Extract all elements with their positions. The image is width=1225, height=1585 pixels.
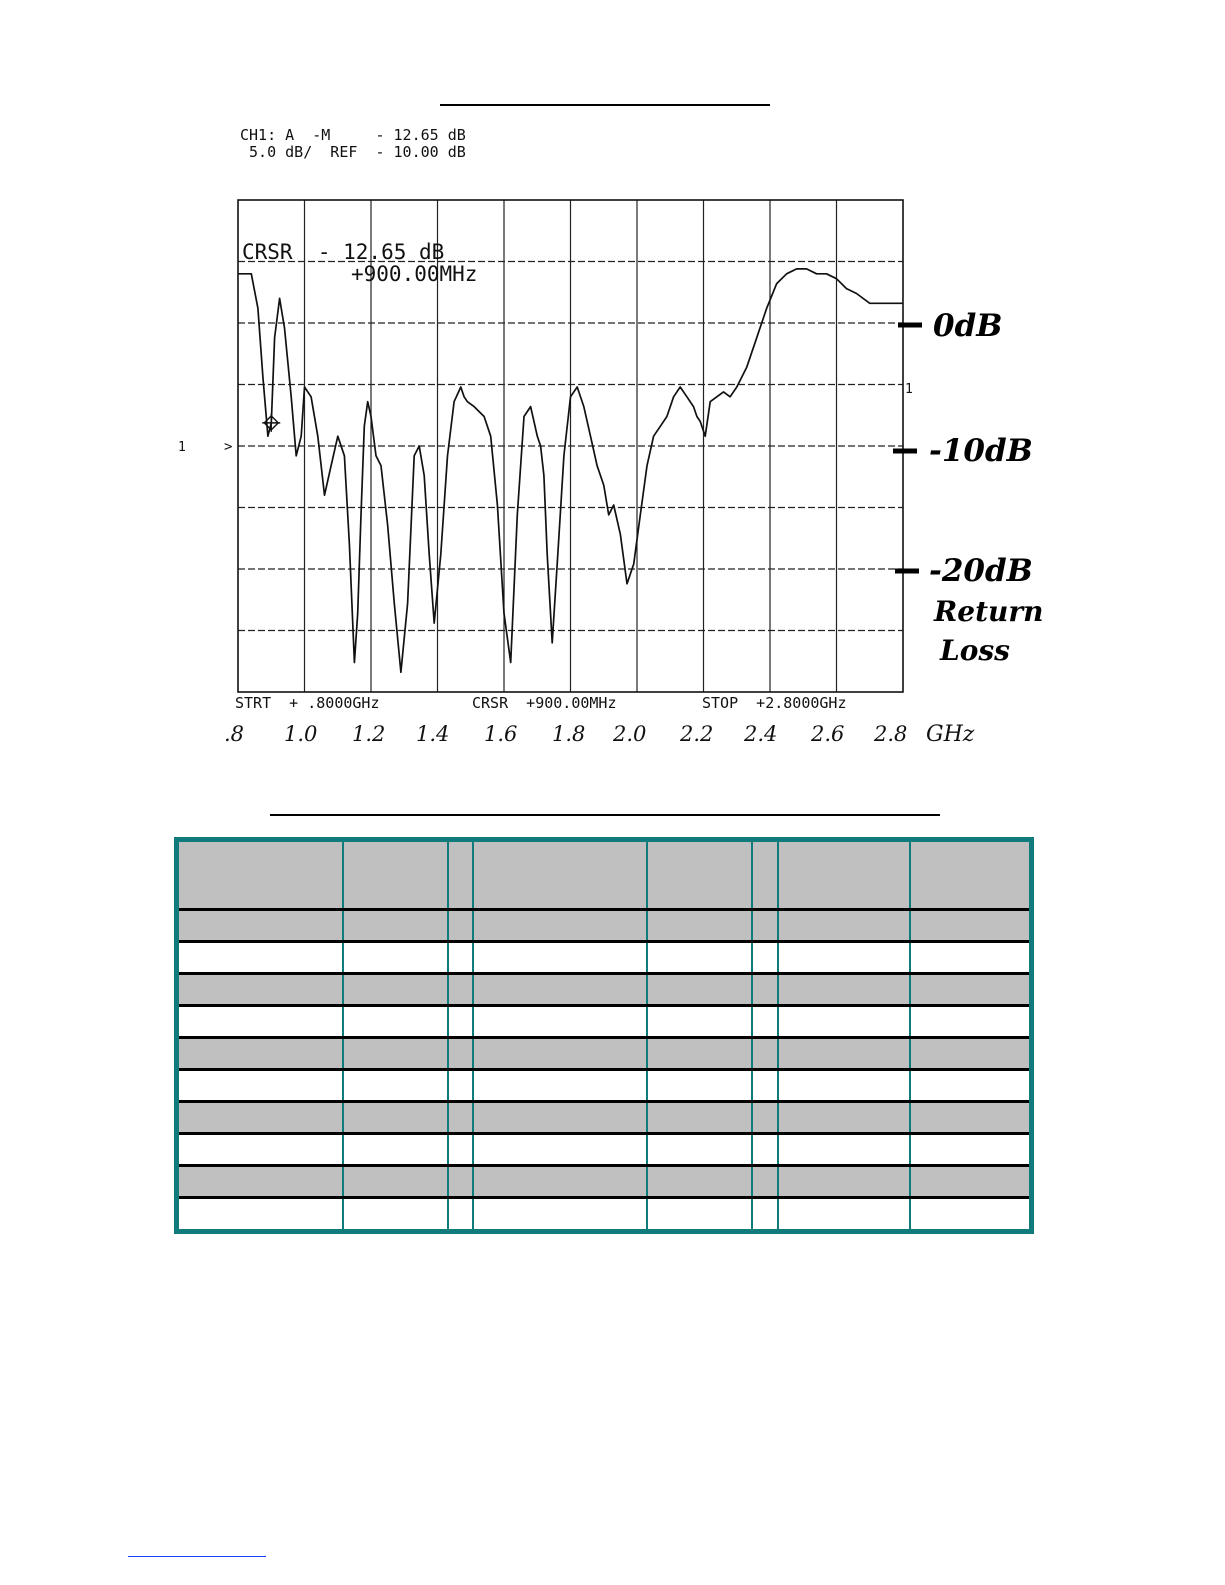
table-cell [473, 1198, 647, 1232]
table-cell [343, 910, 448, 942]
data-table [174, 837, 1034, 1234]
reference-channel-marker: 1 [178, 440, 186, 455]
table-cell [778, 1070, 910, 1102]
frequency-label: 2.2 [680, 722, 714, 746]
table-cell [448, 1134, 473, 1166]
frequency-unit: GHz [926, 722, 975, 747]
cursor-readout: CRSR - 12.65 dB [242, 240, 445, 264]
table-cell [343, 1070, 448, 1102]
table-cell [778, 942, 910, 974]
table-cell [647, 1038, 752, 1070]
table-cell [752, 1134, 778, 1166]
table-cell [778, 1038, 910, 1070]
table-cell [647, 1102, 752, 1134]
table-cell [778, 1102, 910, 1134]
table-cell [473, 942, 647, 974]
table-cell [473, 1102, 647, 1134]
table-row [177, 974, 1032, 1006]
trace-end-marker: 1 [905, 382, 913, 397]
table-cell [752, 1198, 778, 1232]
table-cell [177, 974, 344, 1006]
frequency-axis-labels [224, 722, 907, 746]
table-row [177, 1198, 1032, 1232]
footer-link-underline [128, 1556, 266, 1557]
table-cell [778, 1006, 910, 1038]
annotation-minus-10db [893, 433, 1033, 469]
table-cell [177, 1038, 344, 1070]
start-frequency: STRT + .8000GHz [235, 694, 380, 712]
table-cell [343, 1134, 448, 1166]
table-cell [778, 910, 910, 942]
table-cell [343, 974, 448, 1006]
table-cell [910, 1134, 1032, 1166]
table-cell [647, 1006, 752, 1038]
table-cell [910, 974, 1032, 1006]
reference-arrow: > [224, 439, 233, 455]
table-row [177, 1134, 1032, 1166]
table-cell [473, 1166, 647, 1198]
annotation-minus-20db [895, 553, 1033, 589]
table-cell [177, 910, 344, 942]
table-cell [177, 1166, 344, 1198]
table-cell [177, 1070, 344, 1102]
svg-text:-10dB: -10dB [929, 433, 1033, 469]
table-cell [473, 840, 647, 910]
table-row [177, 910, 1032, 942]
table-cell [448, 910, 473, 942]
table-cell [752, 1038, 778, 1070]
table-cell [177, 840, 344, 910]
table-cell [910, 1166, 1032, 1198]
annotation-0db [898, 308, 1002, 344]
frequency-label: 1.4 [416, 722, 450, 746]
table-cell [647, 1166, 752, 1198]
table-cell [910, 1102, 1032, 1134]
table-cell [778, 840, 910, 910]
cursor-diamond-icon [262, 414, 280, 432]
table-cell [343, 1102, 448, 1134]
table-cell [910, 1038, 1032, 1070]
table-cell [448, 1198, 473, 1232]
header-line-1: CH1: A -M - 12.65 dB [240, 126, 466, 144]
table-cell [343, 1038, 448, 1070]
table-cell [448, 1070, 473, 1102]
frequency-label: 1.8 [552, 722, 586, 746]
table-cell [752, 1166, 778, 1198]
table-cell [647, 910, 752, 942]
table-cell [177, 1006, 344, 1038]
table-cell [647, 974, 752, 1006]
annotation-return: Return [934, 595, 1044, 628]
table-cell [910, 942, 1032, 974]
top-rule [440, 104, 770, 106]
table-cell [647, 1198, 752, 1232]
table-row [177, 1166, 1032, 1198]
cursor-marker-icon [262, 414, 280, 432]
table-cell [473, 974, 647, 1006]
frequency-label: 2.6 [811, 722, 845, 746]
table-cell [343, 1006, 448, 1038]
table-cell [910, 1070, 1032, 1102]
frequency-label: 2.4 [744, 722, 778, 746]
table-cell [448, 1166, 473, 1198]
table-row [177, 1006, 1032, 1038]
table-cell [647, 840, 752, 910]
svg-text:-20dB: -20dB [929, 553, 1033, 589]
table-cell [910, 1198, 1032, 1232]
frequency-label: .8 [224, 722, 245, 746]
table-cell [910, 1006, 1032, 1038]
table-cell [343, 840, 448, 910]
table-row [177, 1102, 1032, 1134]
table-cell [647, 1134, 752, 1166]
cursor-frequency: +900.00MHz [351, 262, 478, 286]
table-row [177, 1038, 1032, 1070]
frequency-label: 1.0 [284, 722, 318, 746]
table-cell [910, 910, 1032, 942]
table-cell [647, 942, 752, 974]
table-cell [343, 1198, 448, 1232]
table-cell [448, 942, 473, 974]
table-cell [177, 1134, 344, 1166]
table-cell [778, 1134, 910, 1166]
svg-text:0dB: 0dB [933, 308, 1003, 344]
stop-frequency: STOP +2.8000GHz [702, 694, 847, 712]
annotation-loss: Loss [940, 634, 1010, 667]
table-row [177, 1070, 1032, 1102]
table-cell [752, 974, 778, 1006]
table-cell [177, 1198, 344, 1232]
frequency-label: 1.6 [484, 722, 518, 746]
table-cell [752, 1070, 778, 1102]
plot-grid [238, 200, 903, 692]
header-line-2: 5.0 dB/ REF - 10.00 dB [240, 143, 466, 161]
frequency-label: 1.2 [352, 722, 386, 746]
table-cell [448, 840, 473, 910]
frequency-label: 2.8 [874, 722, 908, 746]
table-cell [448, 1038, 473, 1070]
table-cell [752, 910, 778, 942]
table-cell [177, 942, 344, 974]
table-cell [343, 1166, 448, 1198]
table-cell [910, 840, 1032, 910]
table-cell [778, 1198, 910, 1232]
table-cell [752, 840, 778, 910]
table-cell [778, 974, 910, 1006]
table-cell [473, 1070, 647, 1102]
table-cell [177, 1102, 344, 1134]
table-cell [448, 1006, 473, 1038]
table-cell [473, 1038, 647, 1070]
table-cell [752, 1102, 778, 1134]
table-row [177, 942, 1032, 974]
table-cell [473, 910, 647, 942]
table-cell [752, 942, 778, 974]
frequency-label: 2.0 [613, 722, 647, 746]
table-cell [752, 1006, 778, 1038]
table-cell [448, 1102, 473, 1134]
cursor-frequency-bottom: CRSR +900.00MHz [472, 694, 617, 712]
table-cell [473, 1006, 647, 1038]
table-cell [448, 974, 473, 1006]
table-top-rule [270, 814, 940, 816]
table-cell [473, 1134, 647, 1166]
table-header-row [177, 840, 1032, 910]
table-cell [343, 942, 448, 974]
table-cell [647, 1070, 752, 1102]
table-cell [778, 1166, 910, 1198]
